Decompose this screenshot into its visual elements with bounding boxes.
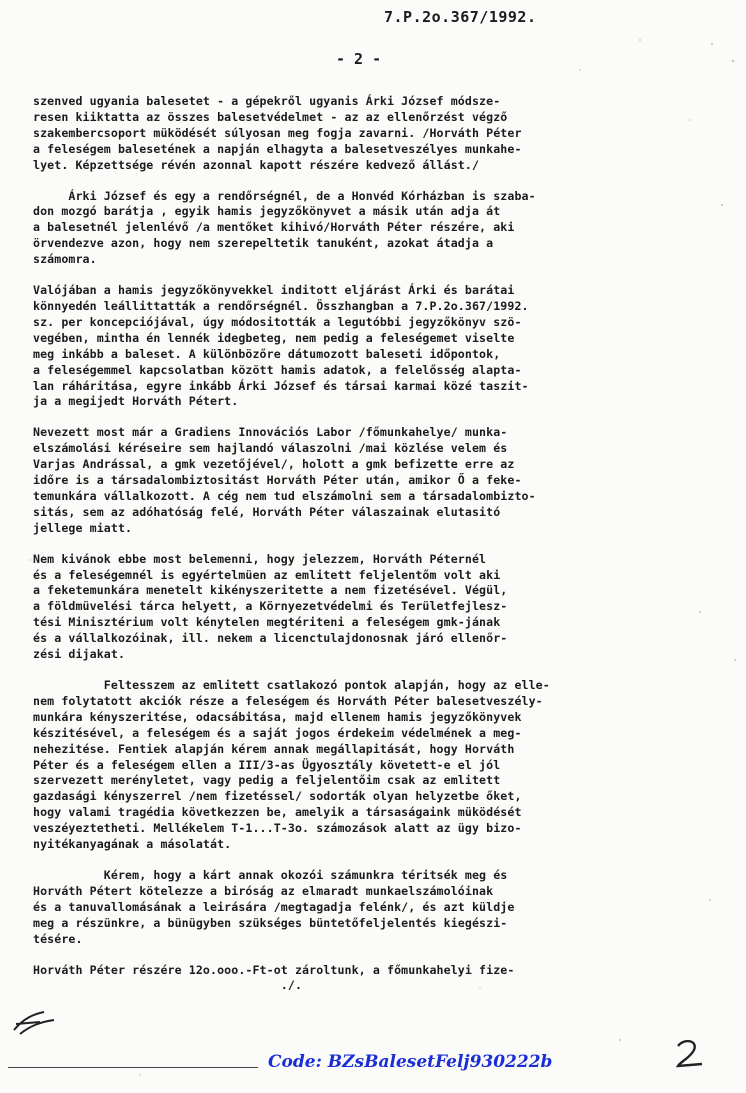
text-line: Horváth Péter részére 12o.ooo.-Ft-ot zároltunk, a főmunkahelyi fize- — [33, 962, 515, 977]
paragraph — [33, 868, 733, 948]
text-line: Péter és a feleségem ellen a III/3-as Ügyosztály követett-e el jól — [33, 757, 501, 772]
text-line: veszéyeztetheti. Mellékelem T-1...T-3o. számozások alatt az ügy bizo- — [33, 821, 522, 836]
text-line: a földmüvelési tárca helyett, a Környezetvédelmi és Területfejlesz- — [33, 599, 508, 614]
text-line: Nem kivánok ebbe most belemenni, hogy jelezzem, Horváth Péternél — [33, 551, 487, 566]
text-line: Varjas Andrással, a gmk vezetőjével/, holott a gmk befizette erre az — [33, 457, 515, 472]
text-line: hogy valami tragédia következzen be, amelyik a társaságaink müködését — [33, 805, 522, 820]
text-line: a balesetnél jelenlévő /a mentőket kihivó/Horváth Péter részére, aki — [33, 220, 515, 235]
text-line: Horváth Pétert kötelezze a biróság az elmaradt munkaelszámolóinak — [33, 883, 494, 898]
text-line: könnyedén leállittatták a rendőrségnél. Összhangban a 7.P.2o.367/1992. — [33, 298, 529, 313]
text-line: vegében, mintha én lennék idegbeteg, nem pedig a feleségemet viselte — [33, 330, 515, 345]
text-line: nem folytatott akciók része a feleségem és Horváth Péter balesetveszély- — [33, 693, 543, 708]
text-line: Kérem, hogy a kárt annak okozói számunkra téritsék meg és — [33, 867, 508, 882]
text-line: időre is a társadalombiztositást Horváth Péter után, amikor Ő a feke- — [33, 473, 522, 488]
paragraph — [33, 963, 733, 995]
text-line: resen kiiktatta az összes balesetvédelmet - az az ellenőrzést végző — [33, 109, 508, 124]
text-line: szervezett merényletet, vagy pedig a feljelentőim csak az emlitett — [33, 773, 501, 788]
case-reference: 7.P.2o.367/1992. — [384, 8, 537, 26]
text-line: szenved ugyania balesetet - a gépekről ugyanis Árki József módsze- — [33, 94, 501, 108]
text-line: Feltesszem az emlitett csatlakozó pontok alapján, hogy az elle- — [33, 678, 550, 692]
text-line: Árki József és egy a rendőrségnél, de a Honvéd Kórházban is szaba- — [33, 188, 536, 203]
text-line: don mozgó barátja , egyik hamis jegyzőkönyvet a másik után adja át — [33, 204, 501, 219]
text-line: gazdasági kényszerrel /nem fizetéssel/ sodorták olyan helyzetbe őket, — [33, 789, 522, 804]
text-line: tési Minisztérium volt kénytelen megtériteni a feleségem gmk-jának — [33, 615, 501, 630]
text-line: számomra. — [33, 252, 97, 267]
text-line: zési dijakat. — [33, 647, 126, 662]
text-line: lan ráháritása, egyre inkább Árki József és társai karmai közé taszit- — [33, 378, 529, 393]
text-line: sitás, sem az adóhatóság felé, Horváth Péter válaszainak elutasitó — [33, 504, 501, 519]
page-number: - 2 - — [336, 50, 382, 68]
paragraph — [33, 552, 733, 663]
text-line: munkára kényszeritése, odacsábitása, majd ellenem hamis jegyzőkönyvek — [33, 709, 522, 724]
handwritten-margin-mark — [10, 1000, 70, 1040]
text-line: nehezitése. Fentiek alapján kérem annak megállapitását, hogy Horváth — [33, 741, 515, 756]
text-line: nyitékanyagának a másolatát. — [33, 837, 232, 852]
text-line: Nevezett most már a Gradiens Innovációs Labor /főmunkahelye/ munka- — [33, 425, 508, 440]
text-line: tésére. — [33, 931, 83, 946]
text-line: lyet. Képzettsége révén azonnal kapott részére kedvező állást./ — [33, 157, 480, 172]
text-line: a feleségem balesetének a napján elhagyta a balesetveszélyes munkahe- — [33, 141, 522, 156]
text-line: sz. per koncepciójával, úgy módositották a legutóbbi jegyzőkönyv szö- — [33, 314, 522, 329]
text-line: örvendezve azon, hogy nem szerepeltetik tanuként, azokat átadja a — [33, 236, 494, 251]
handwritten-number-mark — [672, 1036, 712, 1072]
text-line: jellege miatt. — [33, 520, 133, 535]
text-line: ja a megijedt Horváth Pétert. — [33, 394, 239, 409]
paragraph — [33, 425, 733, 536]
text-line: készitésével, a feleségem és a saját jogos érdekeim védelmének a meg- — [33, 725, 522, 740]
text-line: ./. — [33, 978, 303, 993]
text-line: temunkára vállalkozott. A cég nem tud elszámolni sem a társadalombizto- — [33, 488, 536, 503]
paragraph — [33, 189, 733, 269]
text-line: és a tanuvallomásának a leirására /megtagadja felénk/, és azt küldje — [33, 899, 515, 914]
text-line: a feleségemmel kapcsolatban között hamis adatok, a felelősség alapta- — [33, 362, 522, 377]
text-line: és a vállalkozóinak, ill. nekem a licenctulajdonosnak járó ellenőr- — [33, 631, 508, 646]
text-line: elszámolási kéréseire sem hajlandó válaszolni /mai közlése velem és — [33, 441, 508, 456]
footer-rule — [8, 1067, 258, 1068]
text-line: a feketemunkára menetelt kikényszeritette a nem fizetésével. Végül, — [33, 583, 508, 598]
paragraph — [33, 678, 733, 853]
text-line: és a feleségemnél is egyértelmüen az emlitett feljelentőm volt aki — [33, 567, 501, 582]
text-line: Valójában a hamis jegyzőkönyvekkel inditott eljárást Árki és barátai — [33, 283, 515, 298]
paragraph — [33, 94, 733, 174]
paragraph — [33, 283, 733, 410]
text-line: szakembercsoport müködését súlyosan meg fogja zavarni. /Horváth Péter — [33, 125, 522, 140]
letter-body — [33, 94, 733, 1009]
text-line: meg a részünkre, a bünügyben szükséges büntetőfeljelentés kiegészi- — [33, 915, 508, 930]
document-code: Code: BZsBalesetFelj930222b — [268, 1052, 553, 1072]
text-line: meg inkább a baleset. A különbözőre dátumozott baleseti időpontok, — [33, 346, 501, 361]
